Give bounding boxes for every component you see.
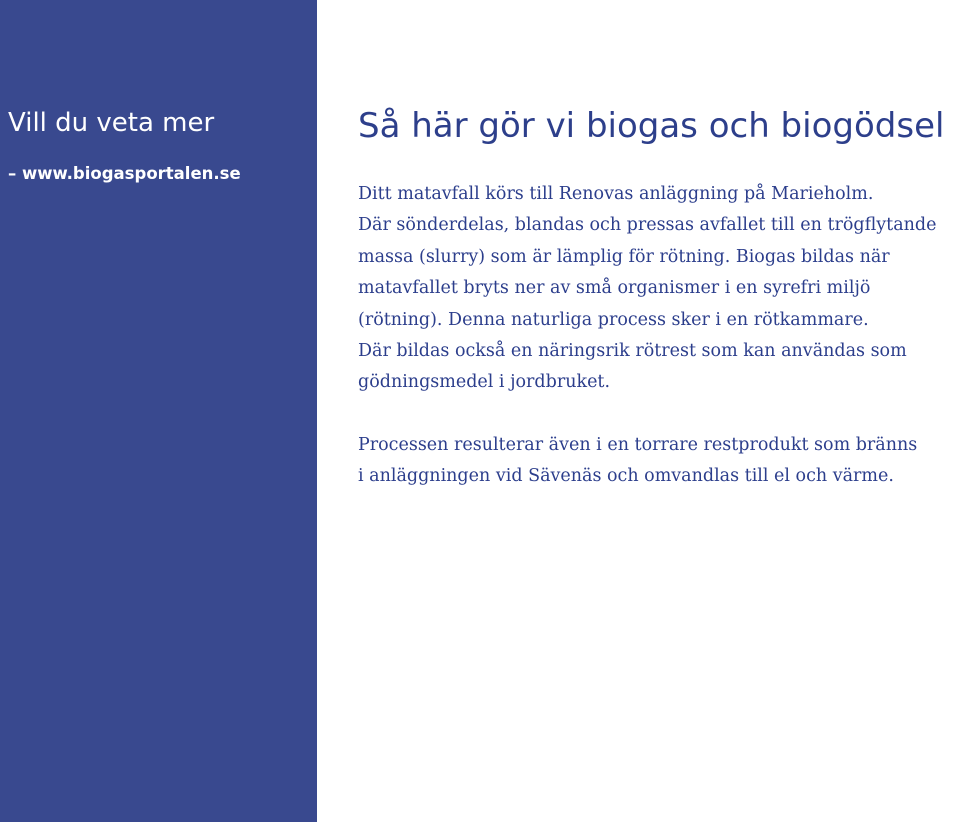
sidebar-title: Vill du veta mer <box>8 108 215 138</box>
paragraph-line: i anläggningen vid Sävenäs och omvandlas till el och värme. <box>358 466 894 487</box>
paragraph-line: gödningsmedel i jordbruket. <box>358 372 611 393</box>
paragraph-residual-product <box>358 430 917 493</box>
biogasportalen-link[interactable]: – www.biogasportalen.se <box>8 164 241 183</box>
paragraph-line: Ditt matavfall körs till Renovas anläggning på Marieholm. <box>358 184 874 204</box>
paragraph-line: massa (slurry) som är lämplig för rötning. Biogas bildas när <box>358 246 890 267</box>
paragraph-line: matavfallet bryts ner av små organismer i en syrefri miljö <box>358 278 871 299</box>
paragraph-line: Processen resulterar även i en torrare restprodukt som bränns <box>358 435 918 455</box>
paragraph-line: (rötning). Denna naturliga process sker i en rötkammare. <box>358 309 869 330</box>
paragraph-biogas-process <box>358 179 936 399</box>
page-title: Så här gör vi biogas och biogödsel <box>358 106 945 146</box>
sidebar <box>0 0 317 822</box>
paragraph-line: Där sönderdelas, blandas och pressas avfallet till en trögflytande <box>358 215 937 236</box>
paragraph-line: Där bildas också en näringsrik rötrest som kan användas som <box>358 341 907 362</box>
main-content <box>358 0 958 822</box>
